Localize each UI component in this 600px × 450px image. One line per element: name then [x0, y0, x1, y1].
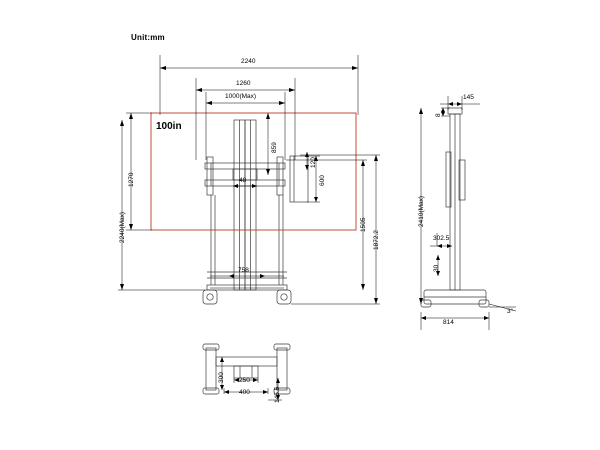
dim-overall-width: 2240 — [241, 58, 256, 65]
screen-outline — [151, 113, 356, 230]
screen-size-label: 100in — [156, 121, 182, 132]
dim-bracket-gap: 48 — [239, 177, 247, 184]
dim-mount-height-offset: 859 — [271, 142, 278, 153]
dim-mount-depth: 302.5 — [433, 235, 450, 242]
dim-mount-width: 1260 — [236, 80, 251, 87]
dim-base-width: 758 — [238, 267, 249, 274]
dim-foot-height: 30 — [433, 264, 440, 272]
dim-inner-width: 250 — [239, 377, 250, 384]
dim-bracket-height: 600 — [319, 175, 326, 186]
dim-bracket-offset: 120 — [310, 157, 317, 168]
dim-foot-depth: 145.5 — [274, 386, 281, 403]
dim-tilt-angle: 3° — [507, 308, 514, 315]
dim-screen-height: 1270 — [128, 172, 135, 187]
dim-column-height: 1505 — [360, 217, 367, 232]
dim-top-thickness: 8 — [435, 113, 442, 117]
dim-base-depth: 814 — [443, 319, 454, 326]
dim-base-depth-top: 300 — [218, 372, 225, 383]
dim-overall-height-max: 2240(Max) — [119, 211, 126, 243]
side-view-geometry — [418, 108, 489, 307]
dim-side-total-height-max: 2410(Max) — [418, 195, 425, 227]
dim-top-depth: 145 — [463, 94, 474, 101]
dim-total-height: 1872.2 — [373, 230, 380, 250]
dim-outer-width: 400 — [239, 389, 250, 396]
unit-label: Unit:mm — [131, 33, 165, 42]
top-view-dimensions — [220, 357, 282, 400]
front-view-geometry — [203, 120, 308, 304]
side-view-dimensions — [419, 96, 516, 330]
dim-mount-width-max: 1000(Max) — [225, 93, 257, 100]
